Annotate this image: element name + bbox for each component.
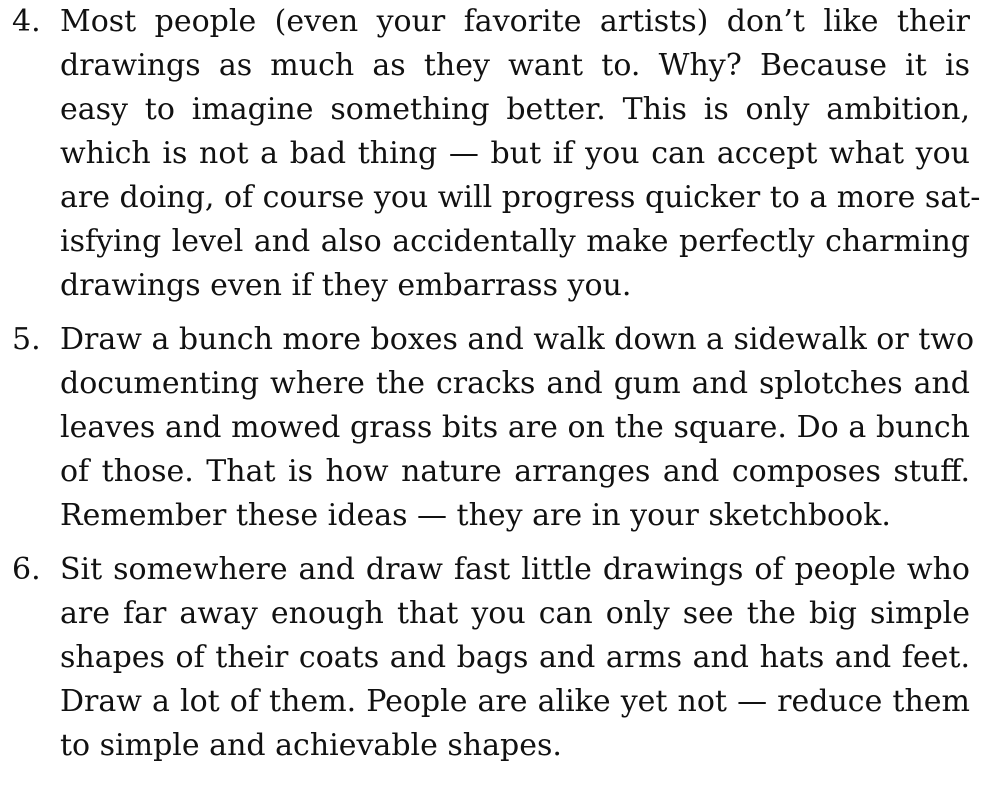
text-line: which is not a bad thing — but if you can accept what you <box>60 136 970 171</box>
text-line: leaves and mowed grass bits are on the square. Do a bunch <box>60 410 970 445</box>
text-line: to simple and achievable shapes. <box>60 728 562 763</box>
text-line: Draw a lot of them. People are alike yet not — reduce them <box>60 684 970 719</box>
list-item-number: 5. <box>12 322 41 357</box>
text-line: drawings even if they embarrass you. <box>60 268 632 303</box>
list-item-number: 6. <box>12 552 41 587</box>
text-line: drawings as much as they want to. Why? Because it is <box>60 48 970 83</box>
text-line: Sit somewhere and draw fast little drawings of people who <box>60 552 970 587</box>
text-line: Most people (even your favorite artists) don’t like their <box>60 4 970 39</box>
list-item-number: 4. <box>12 4 41 39</box>
text-line: documenting where the cracks and gum and splotches and <box>60 366 970 401</box>
text-line: Remember these ideas — they are in your sketchbook. <box>60 498 891 533</box>
text-line: easy to imagine something better. This is only ambition, <box>60 92 970 127</box>
text-line: are far away enough that you can only see the big simple <box>60 596 970 631</box>
text-line: Draw a bunch more boxes and walk down a sidewalk or two <box>60 322 975 357</box>
text-line: of those. That is how nature arranges and composes stuff. <box>60 454 970 489</box>
text-line: shapes of their coats and bags and arms and hats and feet. <box>60 640 970 675</box>
text-line: isfying level and also accidentally make perfectly charming <box>60 224 970 259</box>
text-line: are doing, of course you will progress quicker to a more sat- <box>60 180 981 215</box>
